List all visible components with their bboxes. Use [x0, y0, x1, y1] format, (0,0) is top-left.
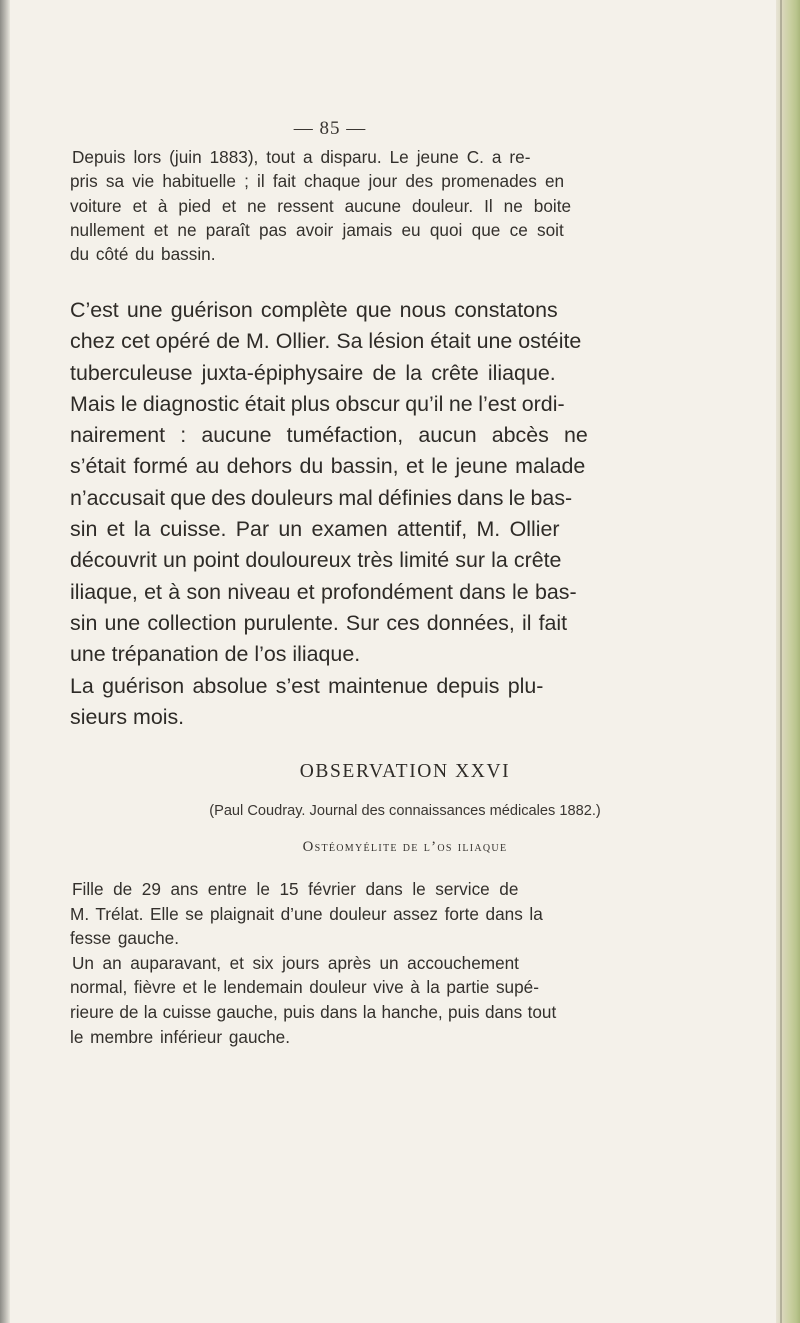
paragraph-2-line: tuberculeuse juxta-épiphysaire de la crête iliaque.	[70, 360, 556, 385]
paragraph-2-line: découvrit un point douloureux très limité sur la crête	[70, 548, 562, 573]
paragraph-3-text	[70, 877, 740, 1049]
paragraph-3-line: rieure de la cuisse gauche, puis dans la hanche, puis dans tout	[70, 1001, 557, 1022]
paragraph-2-line: Mais le diagnostic était plus obscur qu’il ne l’est ordi-	[70, 391, 565, 416]
paragraph-1-line: du côté du bassin.	[70, 244, 216, 265]
paragraph-2-line: s’était formé au dehors du bassin, et le jeune malade	[70, 454, 586, 479]
scan-left-edge	[0, 0, 10, 1323]
paragraph-1-text	[70, 145, 740, 266]
paragraph-2-line: chez cet opéré de M. Ollier. Sa lésion était une ostéite	[70, 329, 582, 354]
paragraph-3-line: normal, fièvre et le lendemain douleur vive à la partie supé-	[70, 977, 539, 998]
paragraph-2-text	[70, 295, 740, 733]
paragraph-1	[70, 145, 740, 266]
paragraph-2-line: C’est une guérison complète que nous constatons	[70, 298, 558, 322]
observation-heading: OBSERVATION XXVI	[299, 761, 511, 782]
paragraph-3-line: le membre inférieur gauche.	[70, 1026, 290, 1047]
paragraph-2-line: sin une collection purulente. Sur ces données, il fait	[70, 610, 568, 635]
paragraph-2-line: nairement : aucune tuméfaction, aucun abcès ne	[70, 423, 588, 448]
page-number: — 85 —	[293, 118, 367, 139]
paragraph-3	[70, 877, 740, 1049]
paragraph-3-line: M. Trélat. Elle se plaignait d’une douleur assez forte dans la	[70, 903, 543, 924]
paragraph-2-line: La guérison absolue s’est maintenue depuis plu-	[70, 673, 544, 698]
paragraph-2-line: iliaque, et à son niveau et profondément dans le bas-	[70, 579, 577, 604]
paragraph-2-line: sin et la cuisse. Par un examen attentif, M. Ollier	[70, 517, 560, 542]
observation-source: (Paul Coudray. Journal des connaissances médicales 1882.)	[209, 803, 601, 819]
observation-subtitle: Ostéomyélite de l’os iliaque	[302, 839, 508, 855]
paragraph-1-line: Depuis lors (juin 1883), tout a disparu. Le jeune C. a re-	[72, 147, 531, 167]
paragraph-3-line: Un an auparavant, et six jours après un accouchement	[72, 952, 519, 973]
paragraph-2-line: n’accusait que des douleurs mal définies dans le bas-	[70, 485, 573, 510]
paragraph-2	[70, 295, 740, 733]
paragraph-1-line: nullement et ne paraît pas avoir jamais eu quoi que ce soit	[70, 219, 564, 240]
paragraph-3-line: fesse gauche.	[70, 928, 180, 949]
scan-right-edge-line	[780, 0, 782, 1323]
paragraph-2-line: une trépanation de l’os iliaque.	[70, 642, 361, 667]
paragraph-1-line: voiture et à pied et ne ressent aucune douleur. Il ne boite	[70, 195, 572, 216]
paragraph-3-line: Fille de 29 ans entre le 15 février dans le service de	[72, 879, 519, 899]
paragraph-1-line: pris sa vie habituelle ; il fait chaque jour des promenades en	[70, 171, 565, 192]
paragraph-2-line: sieurs mois.	[70, 704, 185, 729]
